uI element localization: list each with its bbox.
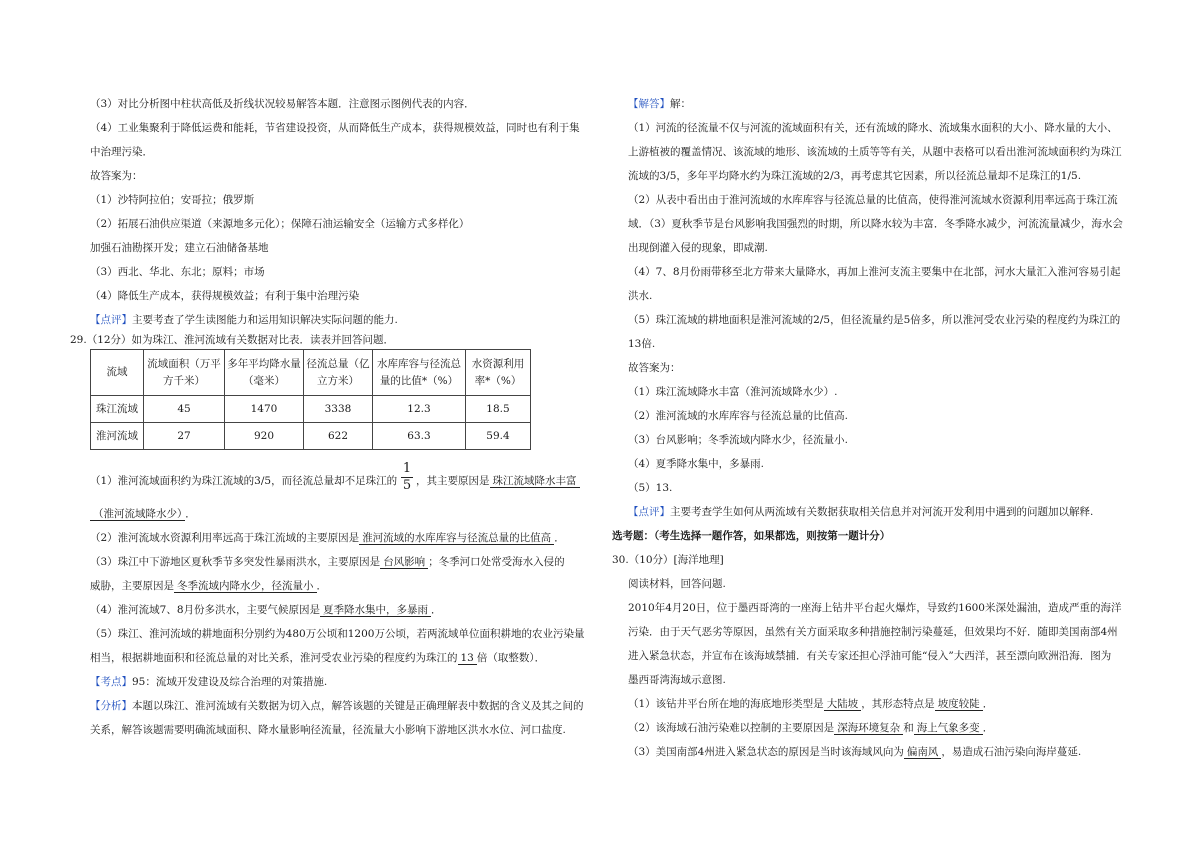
table-cell: 1470 xyxy=(225,396,304,423)
comment-tag: 【点评】 xyxy=(90,314,132,326)
question-line: （2）淮河流域水资源利用率远高于珠江流域的主要原因是 淮河流域的水库库容与径流总量的比值高 ． xyxy=(90,532,565,544)
text-line: （4）工业集聚利于降低运费和能耗，节省建设投资，从而降低生产成本，获得规模效益，同时也有利于集 xyxy=(90,122,580,134)
question-line: （1）淮河流域面积约为珠江流域的3/5，而径流总量却不足珠江的 xyxy=(90,475,398,487)
comment-line xyxy=(90,313,398,327)
question-30-title: 30.（10分）[海洋地理] xyxy=(612,554,724,566)
answer-blank: 珠江流域降水丰富 xyxy=(490,475,580,488)
answer-blank: 大陆坡 xyxy=(824,698,862,711)
question-line: 威胁，主要原因是 冬季流域内降水少，径流量小 ． xyxy=(90,580,327,592)
table-header-cell: 流域 xyxy=(91,350,144,396)
question-line: ，其主要原因是 珠江流域降水丰富 xyxy=(416,474,580,488)
text-line: （4）降低生产成本，获得规模效益；有利于集中治理污染 xyxy=(90,290,360,302)
text-line: 阅读材料，回答问题. xyxy=(628,578,726,590)
question-line: （1）该钻井平台所在地的海底地形类型是 大陆坡 ，其形态特点是 坡度较陡 ． xyxy=(628,698,994,710)
text-line: （2）淮河流域的水库库容与径流总量的比值高. xyxy=(628,410,849,422)
fraction-one-fifth: 1 5 xyxy=(402,461,412,493)
table-cell: 27 xyxy=(144,423,225,450)
text-line: 域．（3）夏秋季节是台风影响我国强烈的时期，所以降水较为丰富．冬季降水减少，河流流量减少，海水会 xyxy=(628,218,1123,230)
text-line: （3）西北、华北、东北；原料；市场 xyxy=(90,266,265,278)
question-line: （2）该海域石油污染难以控制的主要原因是 深海环境复杂 和 海上气象多变 ． xyxy=(628,722,994,734)
elective-heading: 选考题：（考生选择一题作答，如果都选，则按第一题计分） xyxy=(612,530,891,542)
answer-blank: 坡度较陡 xyxy=(935,698,983,711)
text-line: 污染．由于天气恶劣等原因，虽然有关方面采取多种措施控制污染蔓延，但效果均不好．随即美国南部4州 xyxy=(628,626,1118,638)
table-row xyxy=(91,423,531,450)
table-header-cell: 水资源利用 率*（%） xyxy=(466,350,531,396)
text-line: 故答案为： xyxy=(90,170,143,182)
text-line: （3）对比分析图中柱状高低及折线状况较易解答本题．注意图示图例代表的内容． xyxy=(90,98,475,110)
text-line: （5）珠江流域的耕地面积是淮河流域的2/5，但径流量约是5倍多，所以淮河受农业污染的程度约为珠江的 xyxy=(628,314,1121,326)
text-line: （2）从表中看出由于淮河流域的水库库容与径流总量的比值高，使得淮河流域水资源利用率远高于珠江流 xyxy=(628,194,1118,206)
text-line: 中治理污染． xyxy=(90,146,153,158)
text-line: 洪水. xyxy=(628,290,653,302)
question-line: 相当，根据耕地面积和径流总量的对比关系，淮河受农业污染的程度约为珠江的 13 倍（取整数）． xyxy=(90,652,546,664)
text-line: （1）珠江流域降水丰富（淮河流域降水少）. xyxy=(628,386,838,398)
dianping-line: 【点评】主要考查学生如何从两流域有关数据获取相关信息并对河流开发利用中遇到的问题加以解释. xyxy=(628,506,1094,518)
text-line: （1）沙特阿拉伯；安哥拉；俄罗斯 xyxy=(90,194,255,206)
fenxi-tag: 【分析】 xyxy=(90,700,132,712)
answer-blank: 13 xyxy=(458,652,477,665)
jieda-tag: 【解答】 xyxy=(628,98,670,110)
table-cell: 59.4 xyxy=(466,423,531,450)
table-cell: 珠江流域 xyxy=(91,396,144,423)
answer-blank: 深海环境复杂 xyxy=(834,722,903,735)
table-header-cell: 多年平均降水量 （毫米） xyxy=(225,350,304,396)
answer-blank: 偏南风 xyxy=(904,746,942,759)
answer-blank: 夏季降水集中，多暴雨 xyxy=(320,604,431,617)
answer-blank: （淮河流域降水少） xyxy=(90,508,185,521)
question-line: （4）淮河流域7、8月份多洪水，主要气候原因是 夏季降水集中，多暴雨 ． xyxy=(90,604,442,616)
text-line: （5）13. xyxy=(628,482,673,494)
text-line: 流域的3/5，多年平均降水约为珠江流域的2/3，再考虑其它因素，所以径流总量却不足珠江的1/5. xyxy=(628,170,1082,182)
fenxi-line: 【分析】本题以珠江、淮河流域有关数据为切入点，解答该题的关键是正确理解表中数据的含义及其之间的 xyxy=(90,700,584,712)
answer-blank: 海上气象多变 xyxy=(914,722,983,735)
text-line: 故答案为： xyxy=(628,362,681,374)
comment-text: 主要考查了学生读图能力和运用知识解决实际问题的能力. xyxy=(132,314,398,326)
kaodian-line: 【考点】95：流域开发建设及综合治理的对策措施. xyxy=(90,676,328,688)
text-line: （1）河流的径流量不仅与河流的流域面积有关，还有流域的降水、流域集水面积的大小、降水量的大小、 xyxy=(628,122,1118,134)
table-cell: 45 xyxy=(144,396,225,423)
question-29-title: 29.（12分）如为珠江、淮河流域有关数据对比表．读表并回答问题． xyxy=(70,334,395,346)
table-header-cell: 流域面积（万平 方千米） xyxy=(144,350,225,396)
text-line: （4）7、8月份雨带移至北方带来大量降水，再加上淮河支流主要集中在北部，河水大量汇入淮河容易引起 xyxy=(628,266,1121,278)
table-cell: 3338 xyxy=(304,396,373,423)
table-header-row xyxy=(91,350,531,396)
question-line: （3）珠江中下游地区夏秋季节多突发性暴雨洪水，主要原因是 台风影响 ；冬季河口处常受海水入侵的 xyxy=(90,556,565,568)
text-line: 加强石油勘探开发；建立石油储备基地 xyxy=(90,242,269,254)
table-cell: 12.3 xyxy=(373,396,466,423)
table-cell: 淮河流域 xyxy=(91,423,144,450)
kaodian-tag: 【考点】 xyxy=(90,676,132,688)
table-row xyxy=(91,396,531,423)
table-cell: 18.5 xyxy=(466,396,531,423)
table-header-cell: 水库库容与径流总 量的比值*（%） xyxy=(373,350,466,396)
question-line: （3）美国南部4州进入紧急状态的原因是当时该海域风向为 偏南风 ，易造成石油污染向海岸蔓延. xyxy=(628,746,1082,758)
basin-data-table xyxy=(90,349,531,450)
answer-line: （淮河流域降水少） ． xyxy=(90,507,196,521)
text-line: 关系，解答该题需要明确流域面积、降水量影响径流量，径流量大小影响下游地区洪水水位、河口盐度. xyxy=(90,724,566,736)
text-line: 2010年4月20日，位于墨西哥湾的一座海上钻井平台起火爆炸，导致约1600米深处漏油，造成严重的海洋 xyxy=(628,602,1122,614)
jieda-line: 【解答】解： xyxy=(628,98,691,110)
text-line: （5）珠江、淮河流域的耕地面积分别约为480万公顷和1200万公顷，若两流域单位面积耕地的农业污染量 xyxy=(90,628,585,640)
text-line: 出现倒灌入侵的现象，即咸潮. xyxy=(628,242,768,254)
text-line: （4）夏季降水集中，多暴雨. xyxy=(628,458,765,470)
text-line: 墨西哥湾海域示意图. xyxy=(628,674,726,686)
answer-blank: 淮河流域的水库库容与径流总量的比值高 xyxy=(359,532,554,545)
answer-blank: 冬季流域内降水少，径流量小 xyxy=(174,580,317,593)
text-line: 上游植被的覆盖情况、该流域的地形、该流域的土质等等有关，从题中表格可以看出淮河流域面积约为珠江 xyxy=(628,146,1122,158)
text-line: 进入紧急状态，并宣布在该海域禁捕．有关专家还担心浮油可能“侵入”大西洋，甚至漂向欧洲沿海．图为 xyxy=(628,650,1112,662)
table-header-cell: 径流总量（亿 立方米） xyxy=(304,350,373,396)
dianping-tag: 【点评】 xyxy=(628,506,670,518)
table-cell: 622 xyxy=(304,423,373,450)
text-line: （3）台风影响；冬季流域内降水少，径流量小. xyxy=(628,434,849,446)
table-cell: 920 xyxy=(225,423,304,450)
table-cell: 63.3 xyxy=(373,423,466,450)
text-line: 13倍. xyxy=(628,338,656,350)
text-line: （2）拓展石油供应渠道（来源地多元化）；保障石油运输安全（运输方式多样化） xyxy=(90,218,470,230)
answer-blank: 台风影响 xyxy=(380,556,428,569)
